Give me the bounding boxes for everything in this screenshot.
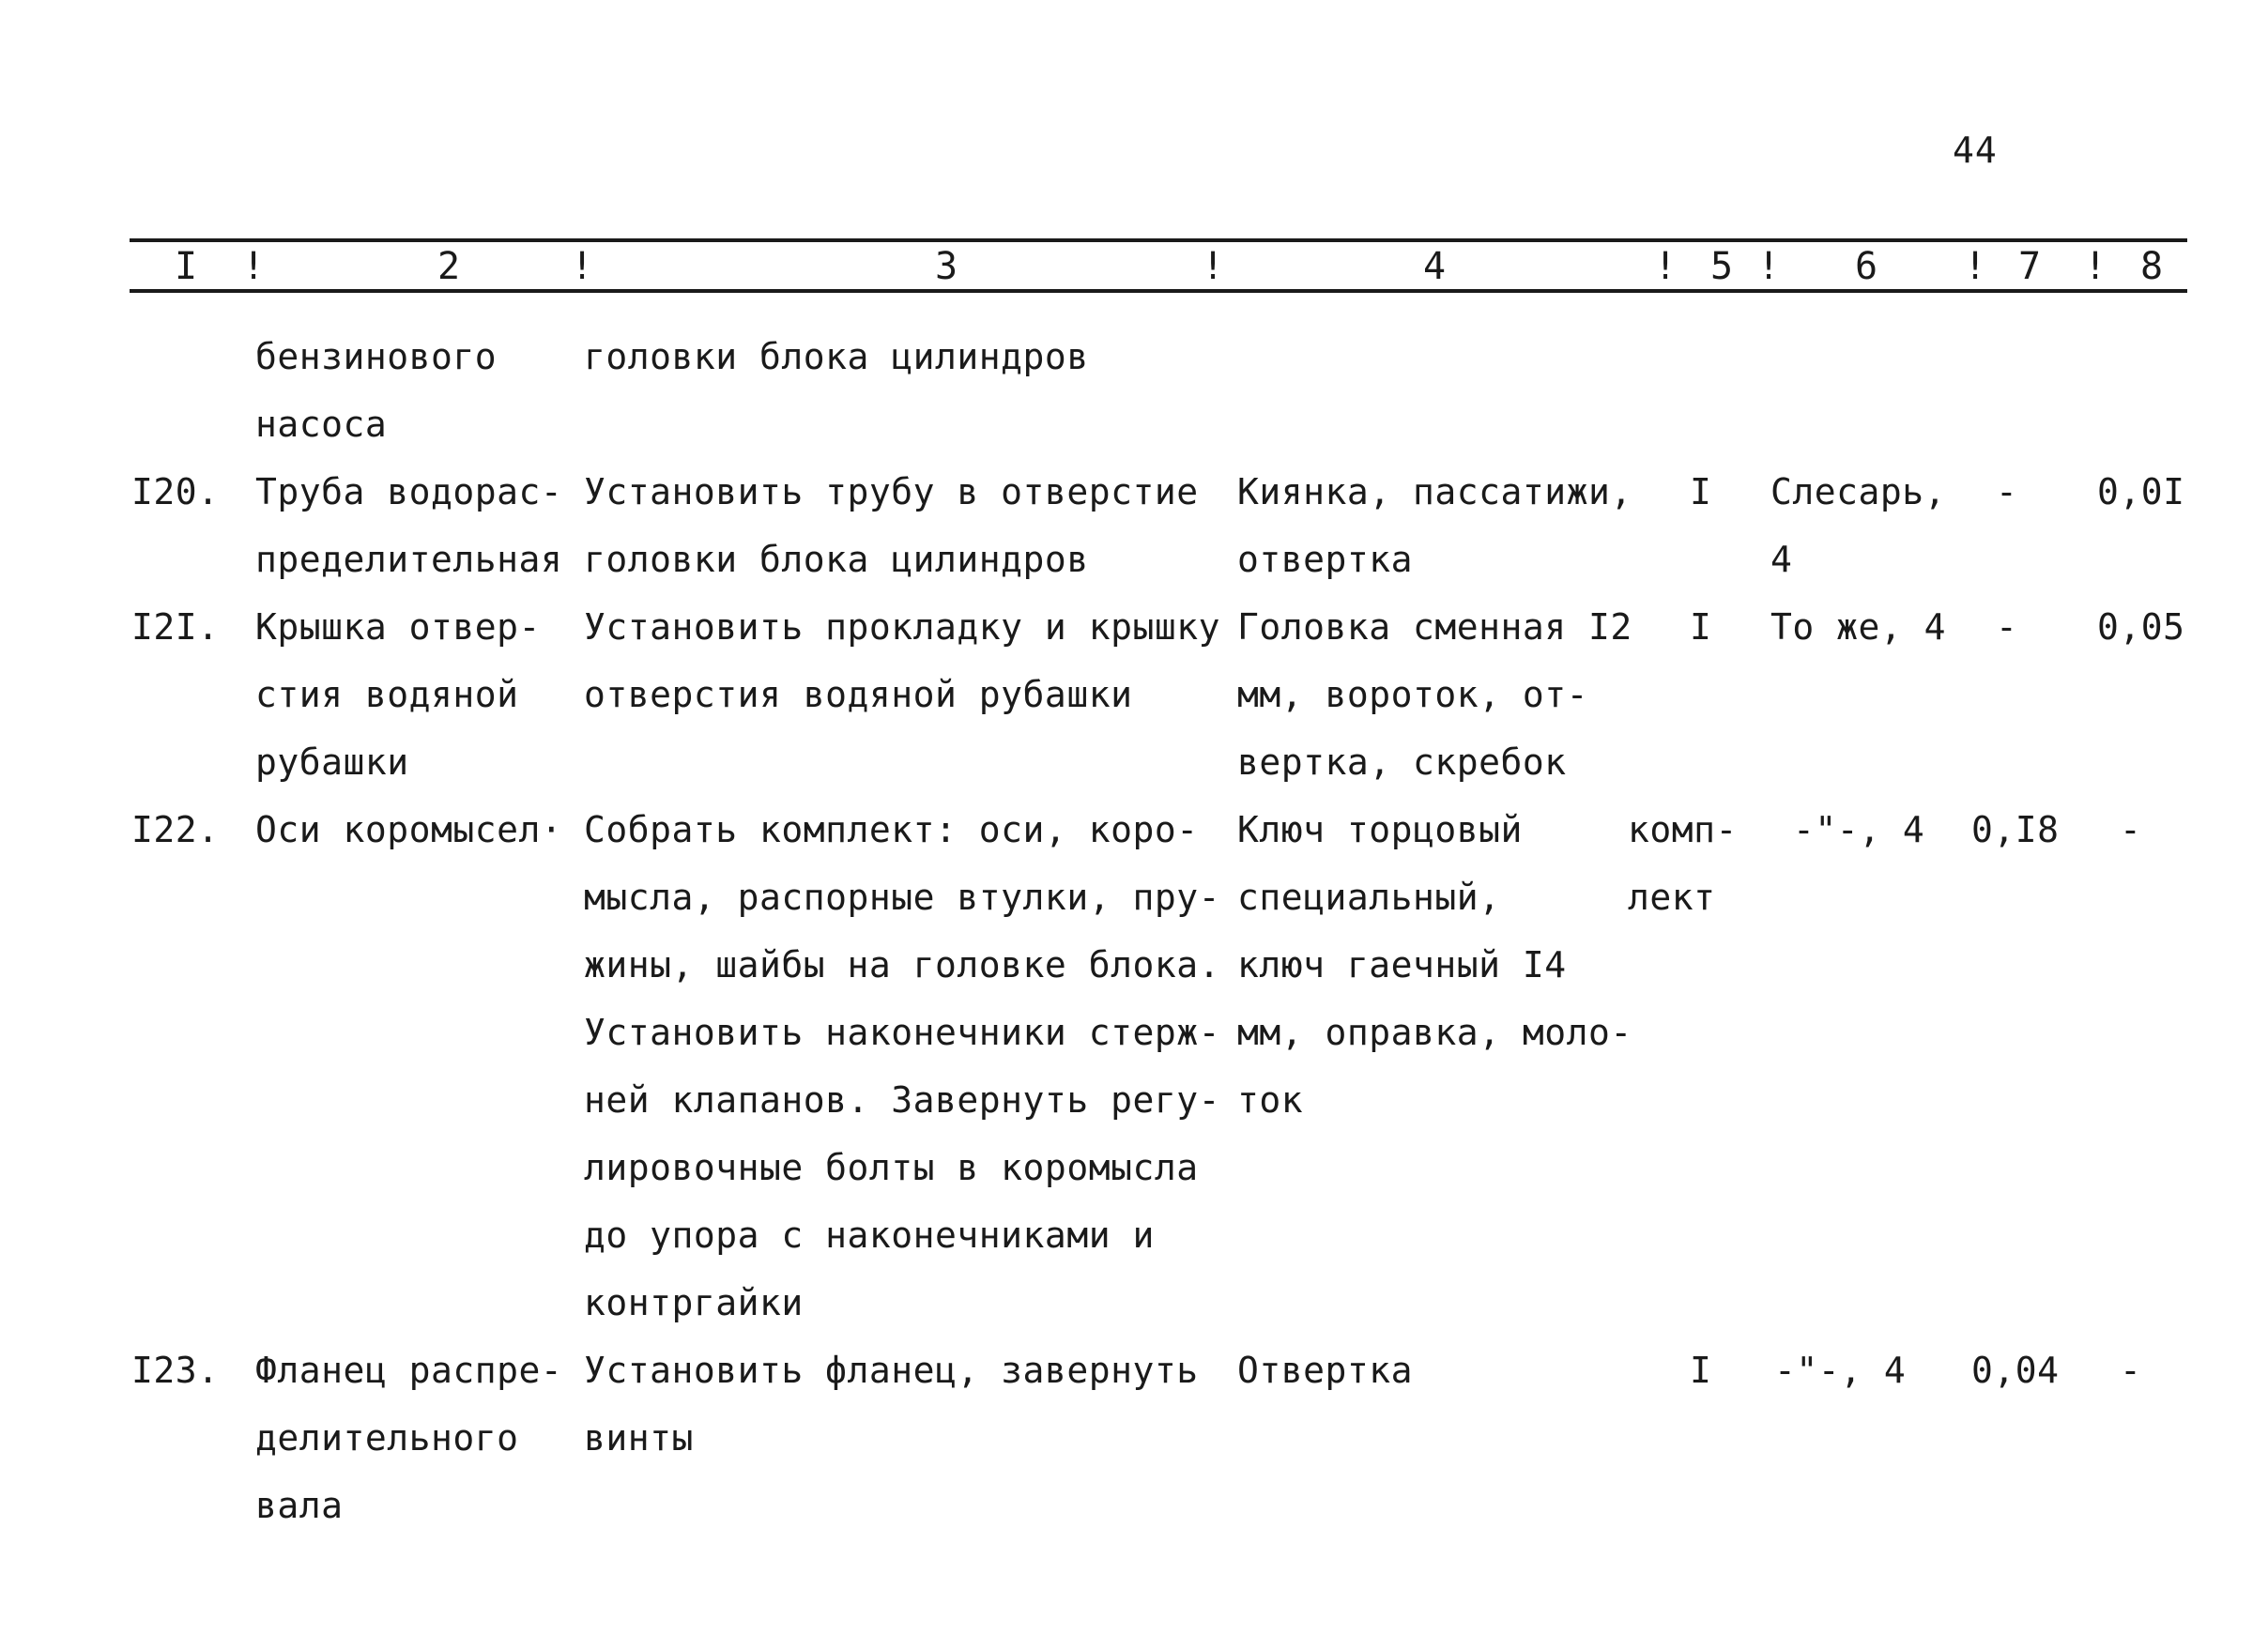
header-sep: ! (1202, 245, 1225, 288)
cell-operation: Установить трубу в отверстие головки блока цилиндров (584, 471, 1199, 580)
cell-num: I20. (131, 471, 220, 512)
header-sep: ! (1964, 245, 1987, 288)
cell-tools: Головка сменная I2 мм, вороток, от- вертка, скребок (1237, 606, 1632, 783)
cell-num: I2I. (131, 606, 220, 648)
cell-operation: Собрать комплект: оси, коро- мысла, распорные втулки, пру- жины, шайбы на головке блока. Установить наконечники стерж- ней клапанов. Завернуть регу- лировочные болты в коромысла до упора с наконечниками и контргайки (584, 809, 1220, 1323)
cell-operation: Установить фланец, завернуть винты (584, 1350, 1199, 1459)
header-sep: ! (1654, 245, 1678, 288)
cell-tools: Отвертка (1237, 1350, 1414, 1391)
cell-operation: Установить прокладку и крышку отверстия водяной рубашки (584, 606, 1220, 715)
cell-name: бензинового насоса (255, 336, 498, 445)
cell-time-a: - (1996, 471, 2018, 512)
header-col-5: 5 (1710, 245, 1734, 288)
header-rule-bottom (130, 289, 2187, 293)
cell-name: Труба водорас- пределительная (255, 471, 563, 580)
cell-name: Оси коромысел· (255, 809, 563, 850)
page-number: 44 (1953, 130, 1998, 171)
cell-worker: Слесарь, 4 (1770, 471, 1947, 580)
header-sep: ! (242, 245, 266, 288)
cell-time-a: 0,04 (1971, 1350, 2060, 1391)
header-col-7: 7 (2018, 245, 2042, 288)
header-sep: ! (571, 245, 594, 288)
cell-name: Фланец распре- делительного вала (255, 1350, 563, 1526)
cell-time-a: - (1996, 606, 2018, 648)
header-col-8: 8 (2140, 245, 2164, 288)
header-col-3: 3 (935, 245, 958, 288)
cell-operation: головки блока цилиндров (584, 336, 1089, 377)
cell-time-a: 0,I8 (1971, 809, 2060, 850)
header-col-4: 4 (1423, 245, 1447, 288)
cell-worker: То же, 4 (1770, 606, 1947, 648)
header-col-1: I (175, 245, 198, 288)
cell-qty: I (1690, 1350, 1712, 1391)
cell-time-b: 0,0I (2097, 471, 2185, 512)
cell-tools: Ключ торцовый специальный, ключ гаечный I4 мм, оправка, моло- ток (1237, 809, 1632, 1121)
header-sep: ! (1757, 245, 1781, 288)
cell-qty: комп- лект (1628, 809, 1738, 918)
cell-num: I22. (131, 809, 220, 850)
cell-name: Крышка отвер- стия водяной рубашки (255, 606, 541, 783)
cell-worker: -"-, 4 (1793, 809, 1925, 850)
cell-time-b: - (2120, 809, 2142, 850)
cell-worker: -"-, 4 (1774, 1350, 1907, 1391)
cell-time-b: - (2120, 1350, 2142, 1391)
cell-qty: I (1690, 471, 1712, 512)
cell-time-b: 0,05 (2097, 606, 2185, 648)
header-col-6: 6 (1855, 245, 1878, 288)
header-col-2: 2 (437, 245, 461, 288)
header-sep: ! (2084, 245, 2107, 288)
cell-num: I23. (131, 1350, 220, 1391)
cell-qty: I (1690, 606, 1712, 648)
cell-tools: Киянка, пассатижи, отвертка (1237, 471, 1632, 580)
header-rule-top (130, 238, 2187, 242)
